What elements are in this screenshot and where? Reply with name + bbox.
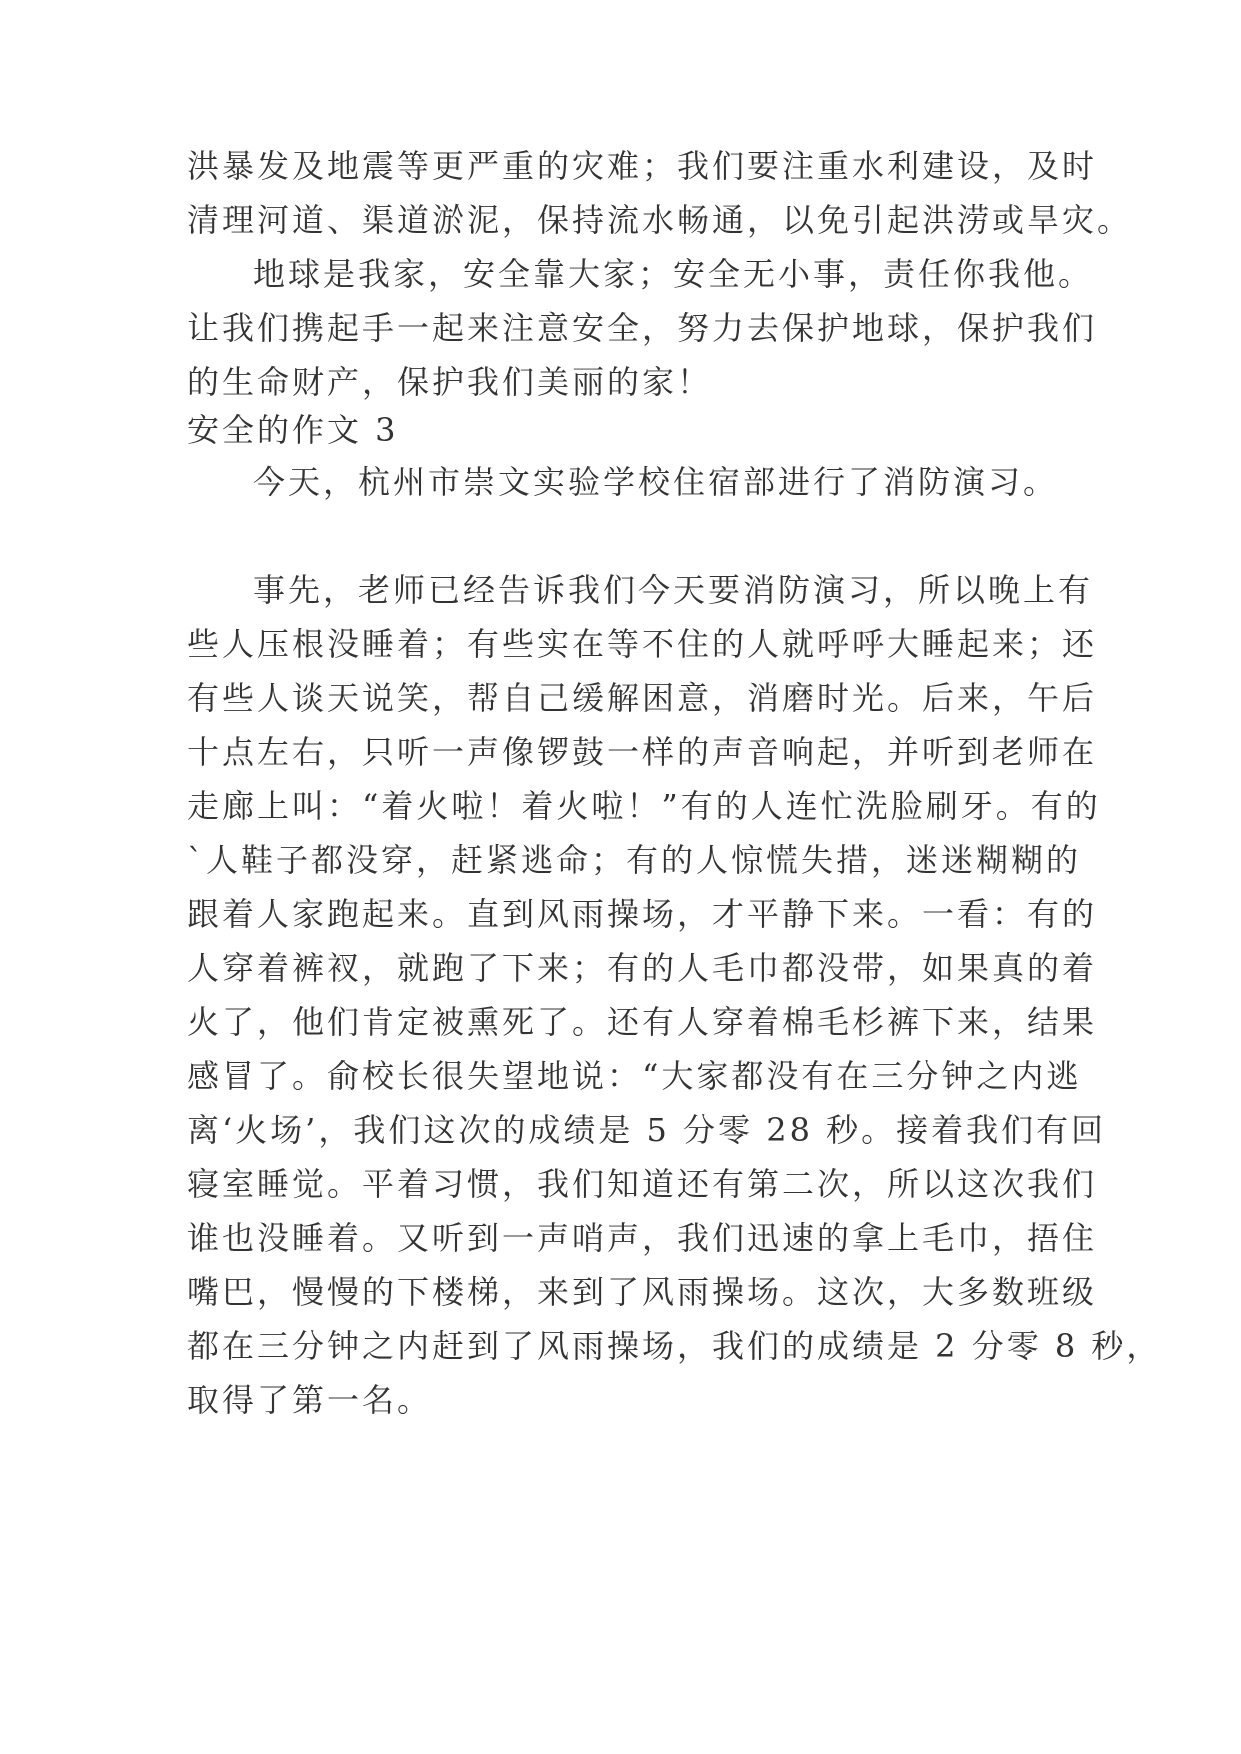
paragraph-line: 事先，老师已经告诉我们今天要消防演习，所以晚上有 (253, 571, 1094, 609)
paragraph-line: 地球是我家，安全靠大家；安全无小事，责任你我他。 (253, 255, 1094, 293)
paragraph-line: 离‘火场’，我们这次的成绩是 5 分零 28 秒。接着我们有回 (187, 1111, 1107, 1149)
paragraph-line: 感冒了。俞校长很失望地说：“大家都没有在三分钟之内逃 (187, 1057, 1082, 1095)
paragraph-line: 今天，杭州市崇文实验学校住宿部进行了消防演习。 (253, 463, 1059, 501)
paragraph-line: 有些人谈天说笑，帮自己缓解困意，消磨时光。后来，午后 (187, 679, 1098, 717)
paragraph-line: 十点左右，只听一声像锣鼓一样的声音响起，并听到老师在 (187, 733, 1098, 771)
document-body (187, 0, 1162, 1754)
section-title: 安全的作文 3 (187, 411, 399, 449)
paragraph-line: 走廊上叫：“着火啦！着火啦！”有的人连忙洗脸刷牙。有的 (187, 787, 1101, 825)
paragraph-line: 跟着人家跑起来。直到风雨操场，才平静下来。一看：有的 (187, 895, 1098, 933)
paragraph-line: `人鞋子都没穿，赶紧逃命；有的人惊慌失措，迷迷糊糊的 (187, 841, 1082, 879)
paragraph-line: 嘴巴，慢慢的下楼梯，来到了风雨操场。这次，大多数班级 (187, 1273, 1098, 1311)
paragraph-line: 寝室睡觉。平着习惯，我们知道还有第二次，所以这次我们 (187, 1165, 1098, 1203)
paragraph-line: 人穿着裤衩，就跑了下来；有的人毛巾都没带，如果真的着 (187, 949, 1098, 987)
paragraph-line: 火了，他们肯定被熏死了。还有人穿着棉毛杉裤下来，结果 (187, 1003, 1098, 1041)
paragraph-line: 清理河道、渠道淤泥，保持流水畅通，以免引起洪涝或旱灾。 (187, 201, 1133, 239)
paragraph-line: 让我们携起手一起来注意安全，努力去保护地球，保护我们 (187, 309, 1098, 347)
paragraph-line: 都在三分钟之内赶到了风雨操场，我们的成绩是 2 分零 8 秒， (187, 1327, 1162, 1365)
paragraph-line: 洪暴发及地震等更严重的灾难；我们要注重水利建设，及时 (187, 147, 1098, 185)
paragraph-line: 些人压根没睡着；有些实在等不住的人就呼呼大睡起来；还 (187, 625, 1098, 663)
paragraph-line: 谁也没睡着。又听到一声哨声，我们迅速的拿上毛巾，捂住 (187, 1219, 1098, 1257)
paragraph-line: 取得了第一名。 (187, 1381, 433, 1419)
paragraph-line: 的生命财产，保护我们美丽的家！ (187, 363, 713, 401)
